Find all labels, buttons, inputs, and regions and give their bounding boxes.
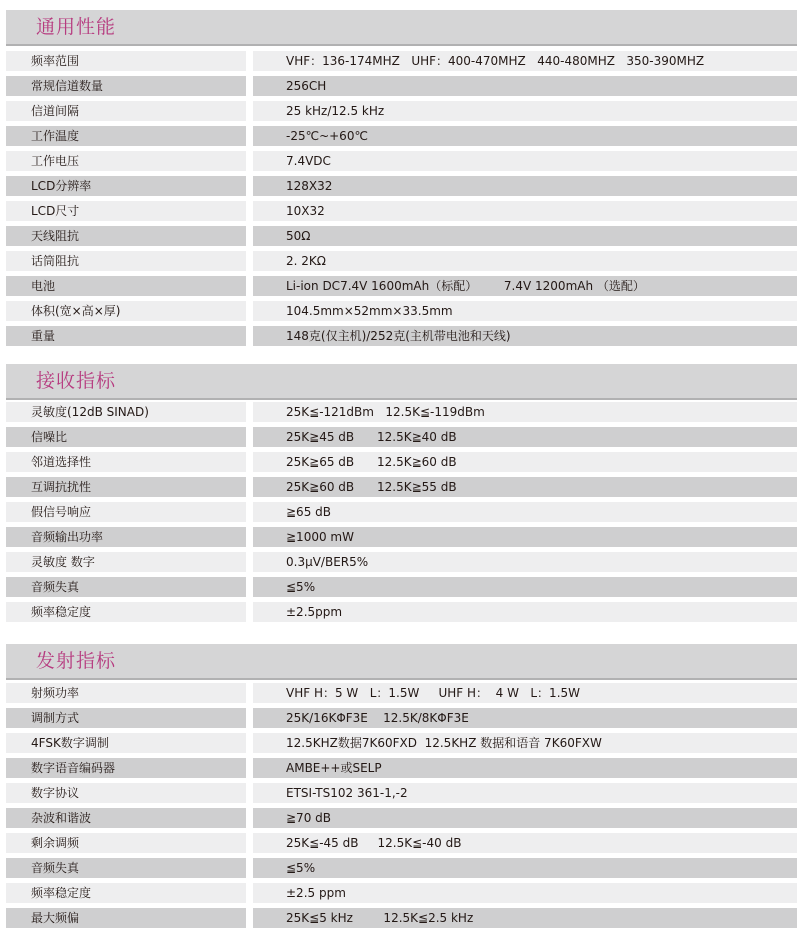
spec-value: 25K≦5 kHz 12.5K≦2.5 kHz xyxy=(253,908,797,928)
spec-value: ETSI-TS102 361-1,-2 xyxy=(253,783,797,803)
spec-row xyxy=(0,450,800,475)
spec-label: 话筒阻抗 xyxy=(6,251,246,271)
spec-label: 音频失真 xyxy=(6,577,246,597)
spec-label: 电池 xyxy=(6,276,246,296)
spec-value: ≦5% xyxy=(253,858,797,878)
spec-row xyxy=(0,124,800,149)
spec-label: 工作电压 xyxy=(6,151,246,171)
section-header xyxy=(6,10,797,46)
spec-label: 信道间隔 xyxy=(6,101,246,121)
spec-value: 50Ω xyxy=(253,226,797,246)
spec-label: 互调抗扰性 xyxy=(6,477,246,497)
spec-row xyxy=(0,49,800,74)
spec-value: 0.3μV/BER5% xyxy=(253,552,797,572)
spec-value: 256CH xyxy=(253,76,797,96)
spec-row xyxy=(0,806,800,831)
spec-row xyxy=(0,74,800,99)
spec-row xyxy=(0,174,800,199)
section-title: 发射指标 xyxy=(36,650,117,672)
spec-value: AMBE++或SELP xyxy=(253,758,797,778)
spec-label: 音频失真 xyxy=(6,858,246,878)
spec-row xyxy=(0,274,800,299)
spec-row xyxy=(0,756,800,781)
spec-label: 剩余调频 xyxy=(6,833,246,853)
spec-label: 体积(宽×高×厚) xyxy=(6,301,246,321)
spec-label: LCD分辨率 xyxy=(6,176,246,196)
spec-row xyxy=(0,906,800,931)
spec-value: 25K≦-45 dB 12.5K≦-40 dB xyxy=(253,833,797,853)
spec-label: 数字协议 xyxy=(6,783,246,803)
spec-label: 数字语音编码器 xyxy=(6,758,246,778)
spec-value: 128X32 xyxy=(253,176,797,196)
spec-label: 频率稳定度 xyxy=(6,883,246,903)
spec-row xyxy=(0,525,800,550)
spec-value: 25K≧45 dB 12.5K≧40 dB xyxy=(253,427,797,447)
spec-value: 25K≧65 dB 12.5K≧60 dB xyxy=(253,452,797,472)
spec-label: 频率范围 xyxy=(6,51,246,71)
spec-value: ±2.5 ppm xyxy=(253,883,797,903)
spec-value: ≧1000 mW xyxy=(253,527,797,547)
spec-row xyxy=(0,600,800,625)
spec-value: VHF H：5 W L：1.5W UHF H： 4 W L：1.5W xyxy=(253,683,797,703)
spec-value: 25K≦-121dBm 12.5K≦-119dBm xyxy=(253,402,797,422)
spec-row xyxy=(0,475,800,500)
spec-value: -25℃~+60℃ xyxy=(253,126,797,146)
spec-row xyxy=(0,224,800,249)
spec-label: LCD尺寸 xyxy=(6,201,246,221)
spec-value: 25 kHz/12.5 kHz xyxy=(253,101,797,121)
spec-value: ≧70 dB xyxy=(253,808,797,828)
spec-row xyxy=(0,706,800,731)
spec-row xyxy=(0,500,800,525)
spec-label: 4FSK数字调制 xyxy=(6,733,246,753)
spec-value: ≧65 dB xyxy=(253,502,797,522)
spec-row xyxy=(0,831,800,856)
spec-row xyxy=(0,681,800,706)
spec-label: 常规信道数量 xyxy=(6,76,246,96)
spec-value: 10X32 xyxy=(253,201,797,221)
spec-label: 邻道选择性 xyxy=(6,452,246,472)
spec-value: 25K/16KΦF3E 12.5K/8KΦF3E xyxy=(253,708,797,728)
spec-row xyxy=(0,550,800,575)
spec-value: ±2.5ppm xyxy=(253,602,797,622)
spec-row xyxy=(0,400,800,425)
section-title: 通用性能 xyxy=(36,16,117,38)
spec-label: 信噪比 xyxy=(6,427,246,447)
spec-label: 射频功率 xyxy=(6,683,246,703)
spec-row xyxy=(0,99,800,124)
spec-row xyxy=(0,249,800,274)
spec-value: 12.5KHZ数据7K60FXD 12.5KHZ 数据和语音 7K60FXW xyxy=(253,733,797,753)
spec-row xyxy=(0,856,800,881)
spec-label: 假信号响应 xyxy=(6,502,246,522)
spec-row xyxy=(0,731,800,756)
section-header xyxy=(6,644,797,680)
section-title: 接收指标 xyxy=(36,370,117,392)
spec-row xyxy=(0,149,800,174)
spec-label: 音频输出功率 xyxy=(6,527,246,547)
spec-value: 148克(仅主机)/252克(主机带电池和天线) xyxy=(253,326,797,346)
spec-label: 天线阻抗 xyxy=(6,226,246,246)
spec-row xyxy=(0,881,800,906)
spec-row xyxy=(0,324,800,349)
spec-label: 杂波和谐波 xyxy=(6,808,246,828)
spec-label: 灵敏度(12dB SINAD) xyxy=(6,402,246,422)
spec-row xyxy=(0,425,800,450)
spec-label: 重量 xyxy=(6,326,246,346)
spec-value: 25K≧60 dB 12.5K≧55 dB xyxy=(253,477,797,497)
spec-row xyxy=(0,199,800,224)
spec-row xyxy=(0,575,800,600)
spec-value: ≦5% xyxy=(253,577,797,597)
spec-label: 工作温度 xyxy=(6,126,246,146)
spec-row xyxy=(0,299,800,324)
spec-label: 调制方式 xyxy=(6,708,246,728)
spec-value: 7.4VDC xyxy=(253,151,797,171)
spec-value: VHF：136-174MHZ UHF：400-470MHZ 440-480MHZ 350-390MHZ xyxy=(253,51,797,71)
spec-label: 最大频偏 xyxy=(6,908,246,928)
spec-value: Li-ion DC7.4V 1600mAh（标配） 7.4V 1200mAh （选配） xyxy=(253,276,797,296)
spec-value: 104.5mm×52mm×33.5mm xyxy=(253,301,797,321)
spec-row xyxy=(0,781,800,806)
section-header xyxy=(6,364,797,400)
spec-label: 频率稳定度 xyxy=(6,602,246,622)
spec-value: 2. 2KΩ xyxy=(253,251,797,271)
spec-label: 灵敏度 数字 xyxy=(6,552,246,572)
